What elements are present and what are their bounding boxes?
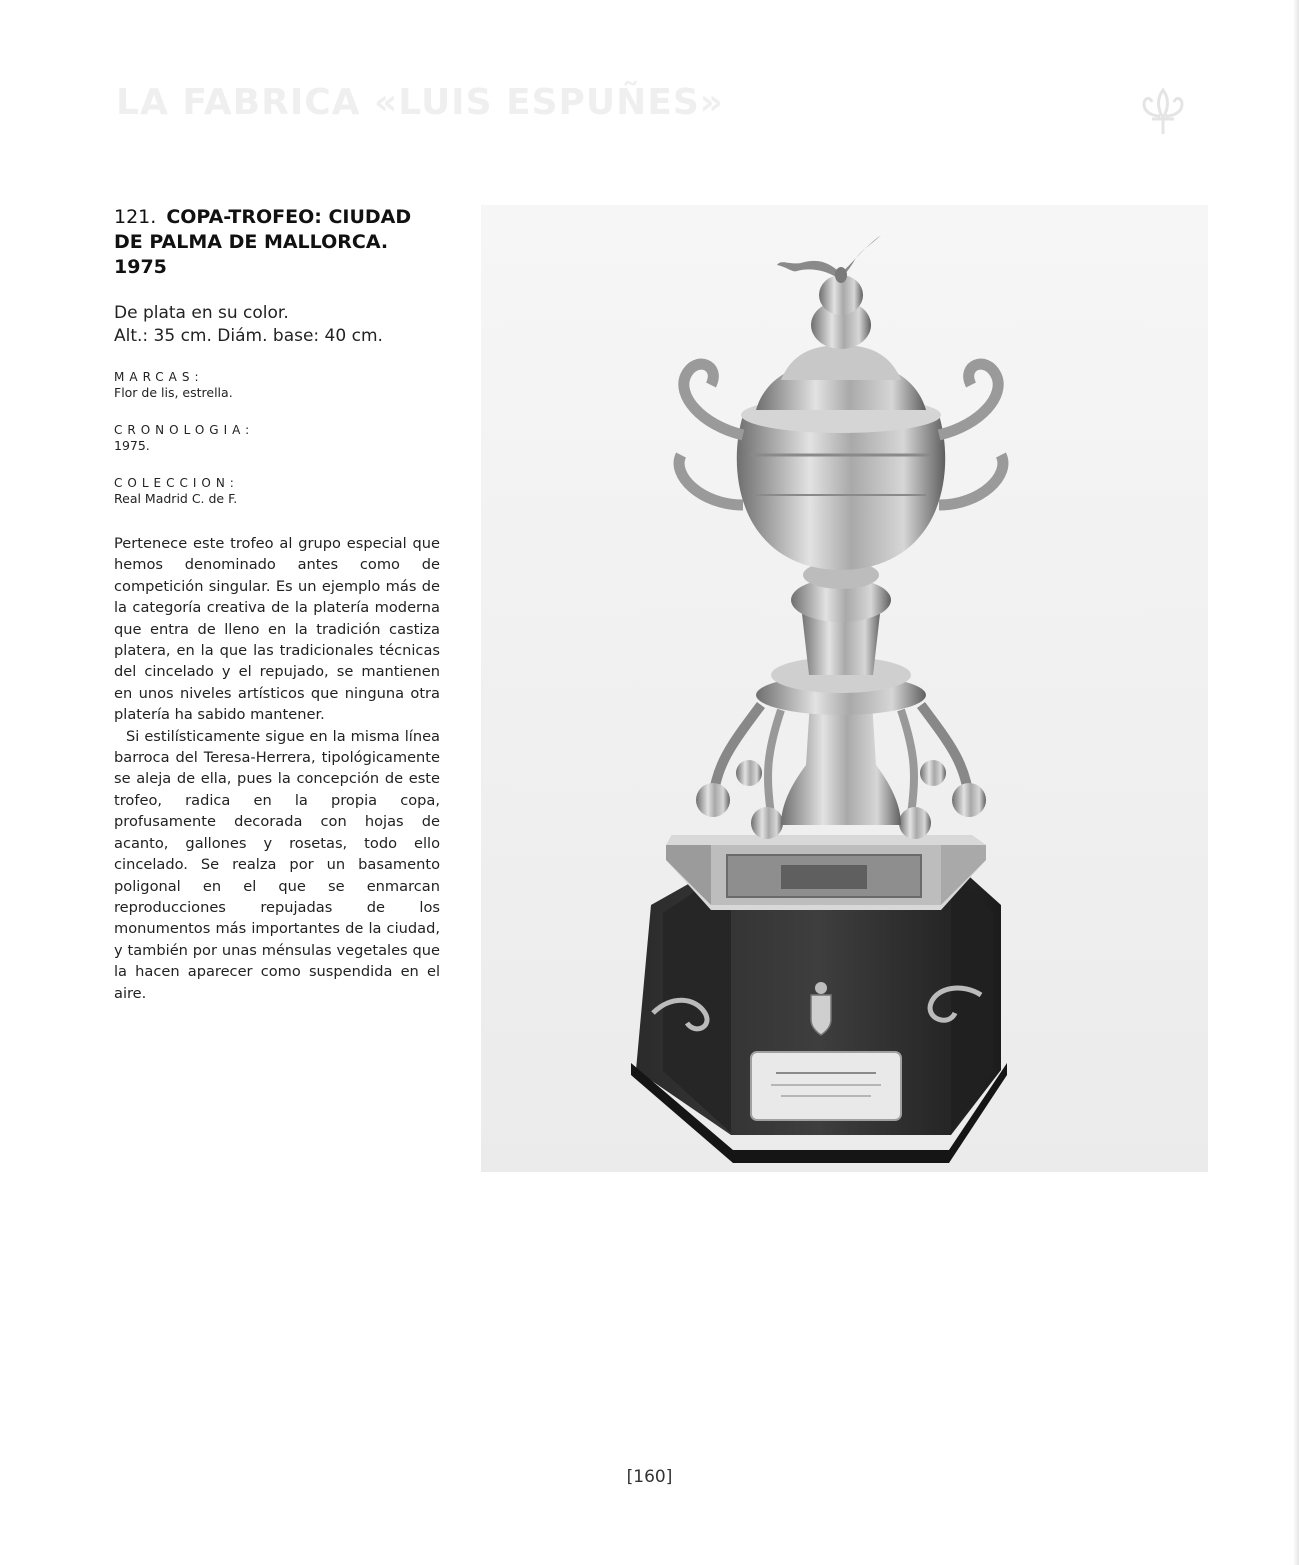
field-label: MARCAS:	[114, 370, 204, 384]
catalog-entry	[114, 205, 440, 1004]
field-value: Flor de lis, estrella.	[114, 385, 233, 400]
page-edge-shadow	[1293, 0, 1299, 1565]
spec-material: De plata en su color.	[114, 303, 289, 323]
description-paragraph: Si estilísticamente sigue en la misma línea barroca del Teresa-Herrera, tipológicamente se aleja de ella, pues la concepción de este trofeo, radica en la propia copa, profusamente decorada con hojas de acanto, gallones y rosetas, todo ello cincelado. Se realza por un basamento poligonal en el que se enmarcan reproducciones repujadas de los monumentos más importantes de la ciudad, y también por unas ménsulas vegetales que la hacen aparecer como suspendida en el aire.	[114, 727, 440, 1002]
field-value: 1975.	[114, 438, 150, 453]
page-number: [160]	[626, 1467, 673, 1487]
field-label: CRONOLOGIA:	[114, 423, 255, 437]
field-coleccion	[114, 476, 440, 507]
field-cronologia	[114, 423, 440, 454]
entry-title-text: COPA-TROFEO: CIUDAD DE PALMA DE MALLORCA. 1975	[114, 206, 412, 278]
entry-number: 121.	[114, 206, 157, 228]
entry-title	[114, 205, 440, 280]
field-label: COLECCION:	[114, 476, 239, 490]
spec-dimensions: Alt.: 35 cm. Diám. base: 40 cm.	[114, 326, 383, 346]
entry-specs	[114, 302, 440, 348]
fleur-de-lis-icon	[1138, 86, 1188, 138]
trophy-photograph	[481, 205, 1208, 1172]
running-head: LA FABRICA «LUIS ESPUÑES»	[116, 82, 725, 123]
field-value: Real Madrid C. de F.	[114, 491, 238, 506]
description-paragraph: Pertenece este trofeo al grupo especial que hemos denominado antes como de competición singular. Es un ejemplo más de la categoría creativa de la platería moderna que entra de lleno en la tradición castiza platera, en la que las tradicionales técnicas del cincelado y el repujado, se mantienen en unos niveles artísticos que ninguna otra platería ha sabido mantener.	[114, 535, 440, 724]
entry-description	[114, 533, 440, 1004]
field-marcas	[114, 370, 440, 401]
